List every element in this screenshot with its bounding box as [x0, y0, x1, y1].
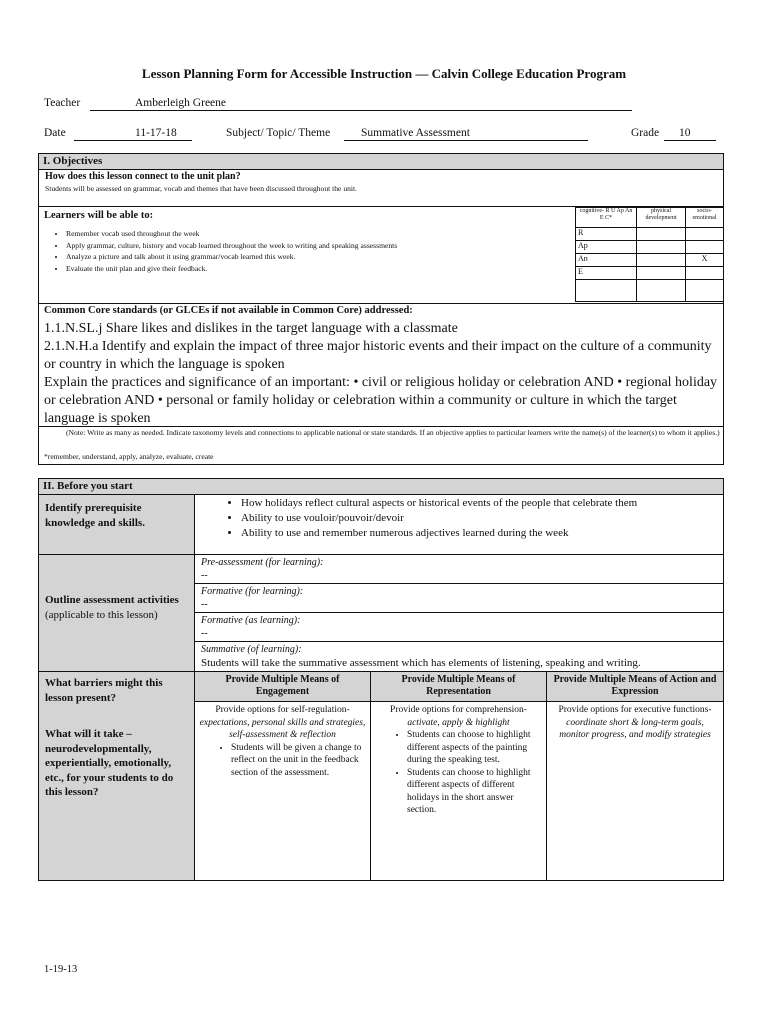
tax-cell [686, 241, 724, 254]
representation-header [370, 671, 547, 702]
list-item: • Ability to use vouloir/pouvoir/devoir [241, 511, 723, 526]
assessment-value: Students will take the summative assessment which has elements of listening, speaking and writing. [201, 657, 641, 669]
assessment-row [194, 612, 724, 642]
tax-cell [637, 241, 686, 254]
list-item: • Students can choose to highlight different aspects of the painting during the speaking test. [407, 729, 532, 767]
grade-value: 10 [679, 127, 691, 139]
objectives-heading: I. Objectives [39, 154, 723, 170]
list-item: • Students will be given a change to reflect on the unit in the feedback section of the assessment. [231, 742, 366, 780]
form-title: Lesson Planning Form for Accessible Instruction — Calvin College Education Program [141, 66, 627, 81]
list-item: • Students can choose to highlight different aspects of different holidays in the short answer section. [407, 767, 532, 817]
table-row [576, 280, 724, 302]
grade-label: Grade [631, 127, 660, 139]
list-item: • How holidays reflect cultural aspects or historical events of the people that celebrate them [241, 496, 723, 511]
connect-question: How does this lesson connect to the unit plan? [45, 171, 241, 182]
tax-cell [637, 228, 686, 241]
common-core-standards [44, 320, 720, 428]
prereq-label-cell [38, 494, 195, 555]
subject-label: Subject/ Topic/ Theme [226, 127, 331, 139]
tax-cell [686, 267, 724, 280]
list-item: • Analyze a picture and talk about it using grammar/vocab learned this week. [66, 251, 578, 263]
assessment-row [194, 554, 724, 584]
table-row [576, 241, 724, 254]
tax-cell: E [576, 267, 637, 280]
assessment-label-cell [38, 554, 195, 672]
standard-line: Explain the practices and significance of an important: • civil or religious holiday or celebration AND • regional holiday or celebration AND • personal or family holiday or celebration within a community or culture in which the target language is spoken [44, 375, 718, 426]
tax-cell: R [576, 228, 637, 241]
standard-line: 2.1.N.H.a Identify and explain the impact of three major historic events and their impact on the culture of a community or country in which the language is spoken [44, 339, 712, 372]
assessment-row [194, 641, 724, 672]
date-value: 11-17-18 [135, 127, 177, 139]
divider [38, 426, 724, 427]
column-heading: Provide Multiple Means of Representation [401, 674, 516, 697]
tax-cell: X [686, 254, 724, 267]
engagement-header [194, 671, 371, 702]
tax-cell [686, 228, 724, 241]
list-item: • Remember vocab used throughout the week [66, 228, 578, 240]
action-cell [546, 701, 724, 881]
subject-value: Summative Assessment [361, 127, 470, 139]
prereq-label: Identify prerequisite knowledge and skills. [45, 502, 145, 529]
column-heading: Provide Multiple Means of Engagement [225, 674, 340, 697]
representation-cell [370, 701, 547, 881]
tax-cell [637, 254, 686, 267]
column-intro: Provide options for executive functions- [558, 705, 712, 715]
footer-date: 1-19-13 [44, 964, 78, 975]
assessment-type: Formative (as learning): [201, 615, 301, 626]
tax-cell: Ap [576, 241, 637, 254]
barriers-label-cell [38, 671, 195, 881]
tax-cell [637, 280, 686, 302]
assessment-sub: (applicable to this lesson) [45, 608, 158, 621]
table-row [576, 267, 724, 280]
table-row [576, 228, 724, 241]
engagement-cell [194, 701, 371, 881]
learners-list [18, 228, 578, 274]
tax-cell [637, 267, 686, 280]
teacher-value: Amberleigh Greene [135, 97, 227, 109]
assessment-label: Outline assessment activities [45, 594, 179, 606]
barriers-question-2: What will it take – neurodevelopmentally, experientially, emotionally, etc., for your students to do this lesson? [45, 728, 174, 798]
taxonomy-table [575, 207, 724, 302]
tax-header-cognitive: cognitive- R U Ap An E C* [576, 208, 637, 228]
list-item: • Evaluate the unit plan and give their feedback. [66, 263, 578, 275]
common-core-label: Common Core standards (or GLCEs if not available in Common Core) addressed: [44, 305, 413, 316]
column-intro-italic: coordinate short & long-term goals, monitor progress, and modify strategies [559, 717, 711, 740]
tax-header-socio: socio- emotional [686, 208, 724, 228]
assessment-value: -- [201, 570, 208, 581]
column-intro-italic: activate, apply & highlight [407, 717, 510, 728]
assessment-type: Pre-assessment (for learning): [201, 557, 324, 568]
action-header [546, 671, 724, 702]
list-item: • Apply grammar, culture, history and vocab learned throughout the week to writing and speaking assessments [66, 240, 578, 252]
before-heading: II. Before you start [39, 479, 723, 495]
objectives-footnote: *remember, understand, apply, analyze, evaluate, create [44, 452, 214, 461]
assessment-row [194, 583, 724, 613]
assessment-type: Formative (for learning): [201, 586, 304, 597]
column-heading: Provide Multiple Means of Action and Expression [553, 674, 717, 697]
assessment-value: -- [201, 628, 208, 639]
list-item: • Ability to use and remember numerous adjectives learned during the week [241, 526, 723, 541]
objectives-note: (Note: Write as many as needed. Indicate taxonomy levels and connections to applicable national or state standards. If an objective applies to particular learners write the name(s) of the learner(s) to whom it applies.) [66, 428, 720, 437]
tax-cell [686, 280, 724, 302]
teacher-label: Teacher [44, 97, 81, 109]
learners-label: Learners will be able to: [44, 210, 154, 221]
prereq-list-cell [194, 494, 724, 555]
barriers-question: What barriers might this lesson present? [45, 677, 163, 704]
column-intro: Provide options for self-regulation- [215, 705, 350, 715]
tax-header-physical: physical development [637, 208, 686, 228]
standard-line: 1.1.N.SL.j Share likes and dislikes in the target language with a classmate [44, 321, 458, 336]
column-intro-italic: expectations, personal skills and strategies, self-assessment & reflection [199, 717, 366, 740]
table-row [576, 254, 724, 267]
assessment-value: -- [201, 599, 208, 610]
column-intro: Provide options for comprehension- [390, 705, 527, 715]
connect-answer: Students will be assessed on grammar, vocab and themes that have been discussed throughout the unit. [45, 184, 358, 193]
assessment-type: Summative (of learning): [201, 644, 302, 655]
date-label: Date [44, 127, 66, 139]
tax-cell [576, 280, 637, 302]
divider [38, 303, 724, 304]
tax-cell: An [576, 254, 637, 267]
